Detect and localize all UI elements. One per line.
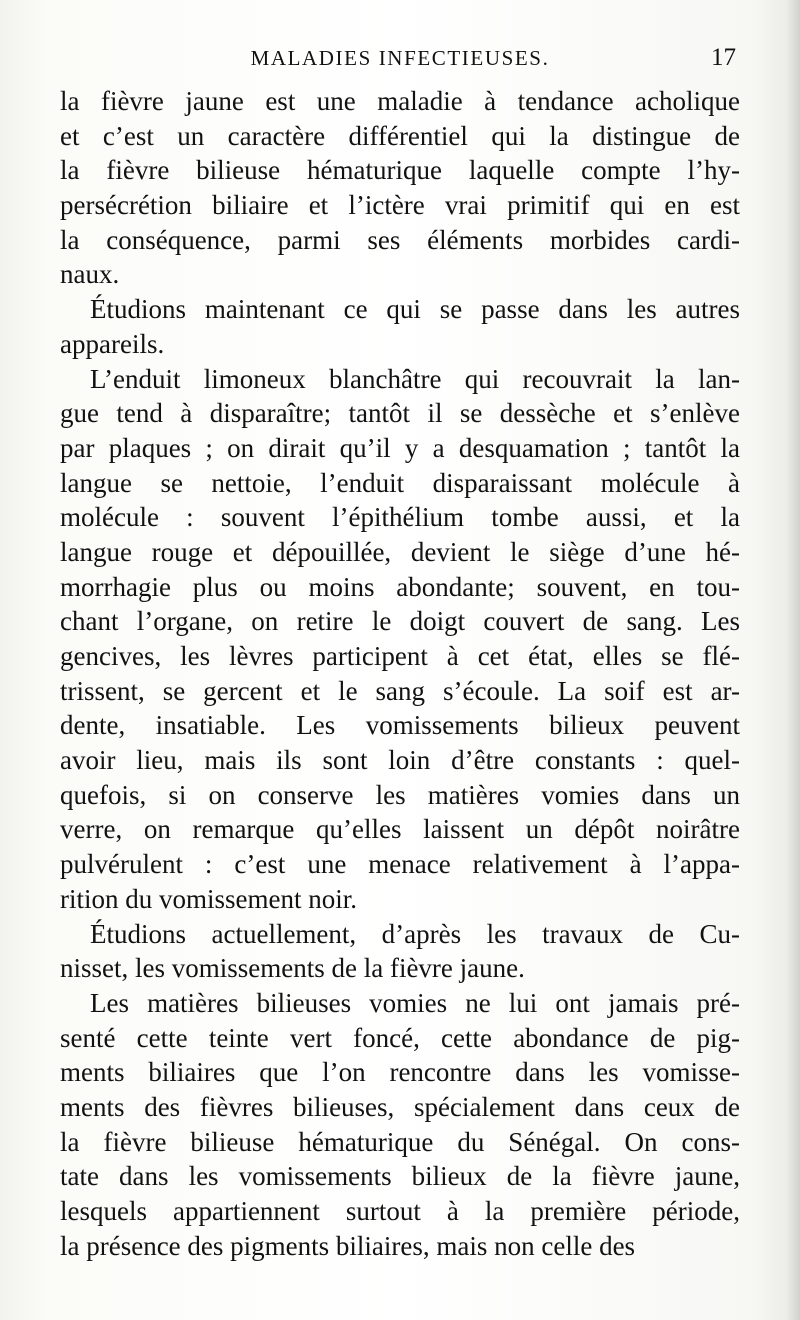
page-edge-shadow [786, 0, 800, 1320]
text-line: la fièvre jaune est une maladie à tendance acholique [60, 86, 740, 116]
paragraph [60, 292, 740, 361]
text-line: chant l’organe, on retire le doigt couvert de sang. Les [60, 606, 740, 637]
text-line: gue tend à disparaître; tantôt il se dessèche et s’enlève [60, 398, 740, 429]
text-line: pulvérulent : c’est une menace relativement à l’appa- [60, 849, 740, 880]
text-line: quefois, si on conserve les matières vomies dans un [60, 779, 740, 810]
running-head [60, 44, 740, 78]
page-number: 17 [711, 44, 736, 71]
text-line: langue rouge et dépouillée, devient le siège d’une hé- [60, 536, 740, 567]
text-line: verre, on remarque qu’elles laissent un dépôt noirâtre [60, 814, 740, 845]
text-line: dente, insatiable. Les vomissements bilieux peuvent [60, 710, 740, 741]
paragraph [60, 917, 740, 986]
text-line: appareils. [60, 328, 165, 359]
text-line: la fièvre bilieuse hématurique du Sénégal. On cons- [60, 1126, 740, 1157]
text-line: naux. [60, 259, 120, 290]
text-line: langue se nettoie, l’enduit disparaissant molécule à [60, 467, 740, 498]
text-line: la conséquence, parmi ses éléments morbides cardi- [60, 224, 740, 255]
text-line: et c’est un caractère différentiel qui la distingue de [60, 120, 740, 151]
text-line: rition du vomissement noir. [60, 883, 357, 914]
text-line: molécule : souvent l’épithélium tombe aussi, et la [60, 502, 740, 533]
text-line: persécrétion biliaire et l’ictère vrai primitif qui en est [60, 190, 740, 221]
paragraph [60, 84, 740, 292]
text-line: par plaques ; on dirait qu’il y a desquamation ; tantôt la [60, 432, 740, 463]
text-line: nisset, les vomissements de la fièvre jaune. [60, 953, 525, 984]
text-line: la présence des pigments biliaires, mais non celle des [60, 1230, 636, 1261]
paragraph [60, 362, 740, 917]
text-line: Les matières bilieuses vomies ne lui ont jamais pré- [90, 987, 740, 1018]
text-line: L’enduit limoneux blanchâtre qui recouvrait la lan- [90, 363, 740, 394]
paragraph [60, 986, 740, 1264]
text-line: trissent, se gercent et le sang s’écoule. La soif est ar- [60, 675, 740, 706]
text-line: avoir lieu, mais ils sont loin d’être constants : quel- [60, 745, 740, 776]
text-line: gencives, les lèvres participent à cet état, elles se flé- [60, 641, 740, 671]
body-text [60, 84, 740, 1263]
text-line: Étudions maintenant ce qui se passe dans les autres [90, 294, 740, 325]
text-line: morrhagie plus ou moins abondante; souvent, en tou- [60, 571, 740, 602]
text-line: lesquels appartiennent surtout à la première période, [60, 1196, 740, 1226]
text-line: Étudions actuellement, d’après les travaux de Cu- [90, 918, 740, 949]
text-line: senté cette teinte vert foncé, cette abondance de pig- [60, 1022, 740, 1053]
text-line: la fièvre bilieuse hématurique laquelle compte l’hy- [60, 155, 740, 186]
text-line: ments biliaires que l’on rencontre dans les vomisse- [60, 1057, 740, 1088]
text-line: ments des fièvres bilieuses, spécialement dans ceux de [60, 1091, 740, 1122]
running-title: MALADIES INFECTIEUSES. [250, 46, 550, 70]
text-line: tate dans les vomissements bilieux de la fièvre jaune, [60, 1161, 740, 1192]
